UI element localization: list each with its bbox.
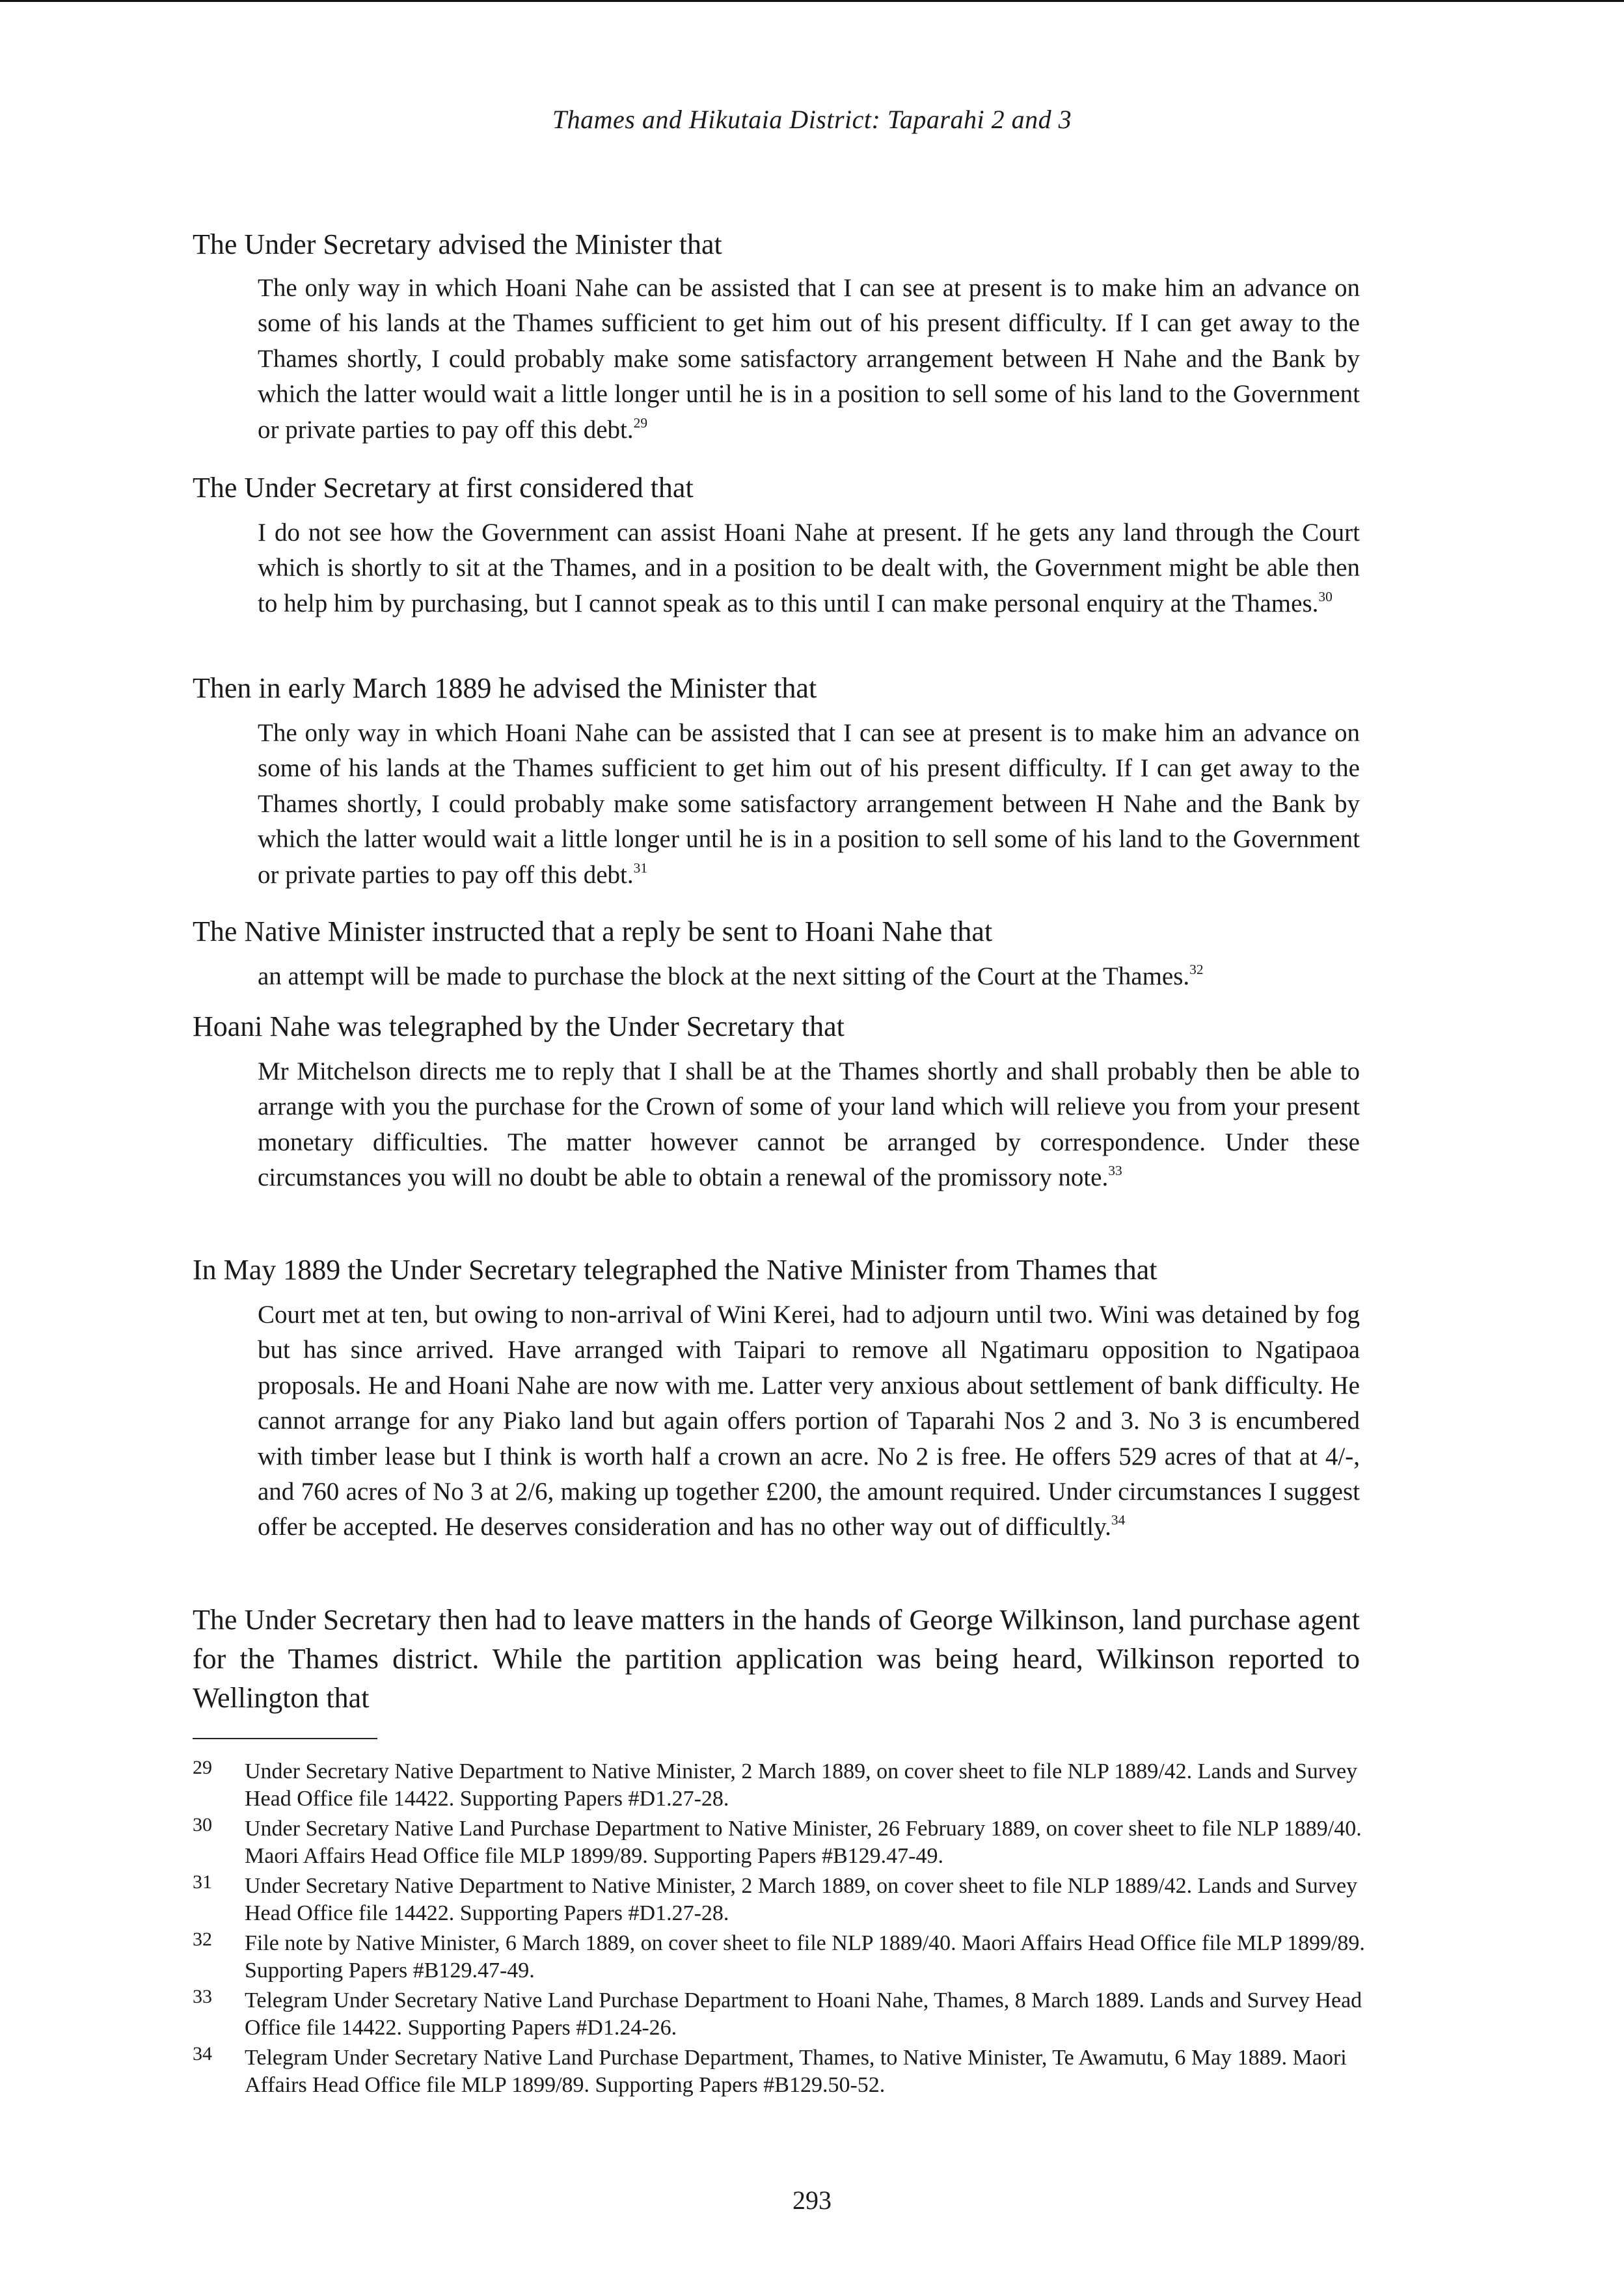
intro-line: Hoani Nahe was telegraphed by the Under Secretary that	[193, 1010, 845, 1042]
footnote-text: Telegram Under Secretary Native Land Purchase Department to Hoani Nahe, Thames, 8 March 1889. Lands and Survey Head Office file 14422. Supporting Papers #D1.24-26.	[245, 1988, 1362, 2040]
block-quote	[258, 1297, 1360, 1545]
quote-text: The only way in which Hoani Nahe can be assisted that I can see at present is to make him an advance on some of his lands at the Thames sufficient to get him out of his present difficulty. If I can get away to the Thames shortly, I could probably make some satisfactory arrangement between H Nahe and the Bank by which the latter would wait a little longer until he is in a position to sell some of his land to the Government or private parties to pay off this debt.	[258, 274, 1360, 444]
quote-text: an attempt will be made to purchase the block at the next sitting of the Court at the Thames.	[258, 962, 1190, 990]
body-paragraph: The Under Secretary then had to leave matters in the hands of George Wilkinson, land purchase agent for the Thames district. While the partition application was being heard, Wilkinson reported to Wellington that	[193, 1604, 1360, 1714]
footnote-number: 32	[193, 1929, 212, 1950]
footnote-text: Under Secretary Native Department to Native Minister, 2 March 1889, on cover sheet to file NLP 1889/42. Lands and Survey Head Office file 14422. Supporting Papers #D1.27-28.	[245, 1759, 1358, 1811]
quote-text: Mr Mitchelson directs me to reply that I shall be at the Thames shortly and shall probably then be able to arrange with you the purchase for the Crown of some of your land which will relieve you from your present monetary difficulties. The matter however cannot be arranged by correspondence. Under these circumstances you will no doubt be able to obtain a renewal of the promissory note.	[258, 1057, 1360, 1192]
quote-text: The only way in which Hoani Nahe can be assisted that I can see at present is to make him an advance on some of his lands at the Thames sufficient to get him out of his present difficulty. If I can get away to the Thames shortly, I could probably make some satisfactory arrangement between H Nahe and the Bank by which the latter would wait a little longer until he is in a position to sell some of his land to the Government or private parties to pay off this debt.	[258, 719, 1360, 889]
intro-line: In May 1889 the Under Secretary telegraphed the Native Minister from Thames that	[193, 1254, 1157, 1286]
top-border-line	[0, 0, 1624, 2]
intro-line: Then in early March 1889 he advised the Minister that	[193, 672, 817, 704]
footnote-number: 33	[193, 1986, 212, 2007]
block-quote	[258, 716, 1360, 893]
footnote-separator	[193, 1738, 377, 1739]
block-quote	[258, 515, 1360, 621]
running-head: Thames and Hikutaia District: Taparahi 2 and 3	[552, 105, 1072, 134]
page-number: 293	[792, 2186, 832, 2215]
intro-line: The Under Secretary advised the Minister that	[193, 228, 722, 260]
block-quote	[258, 1054, 1360, 1196]
footnote-text: Under Secretary Native Land Purchase Department to Native Minister, 26 February 1889, on cover sheet to file NLP 1889/40. Maori Affairs Head Office file MLP 1899/89. Supporting Papers #B129.47-49.	[245, 1817, 1362, 1868]
intro-line: The Native Minister instructed that a reply be sent to Hoani Nahe that	[193, 915, 993, 947]
quote-text: Court met at ten, but owing to non-arrival of Wini Kerei, had to adjourn until two. Wini was detained by fog but has since arrived. Have arranged with Taipari to remove all Ngatimaru opposition to Ngatipaoa proposals. He and Hoani Nahe are now with me. Latter very anxious about settlement of bank difficulty. He cannot arrange for any Piako land but again offers portion of Taparahi Nos 2 and 3. No 3 is encumbered with timber lease but I think is worth half a crown an acre. No 2 is free. He offers 529 acres of that at 4/-, and 760 acres of No 3 at 2/6, making up together £200, the amount required. Under circumstances I suggest offer be accepted. He deserves consideration and has no other way out of difficultly.	[258, 1301, 1360, 1541]
footnote-text: Under Secretary Native Department to Native Minister, 2 March 1889, on cover sheet to file NLP 1889/42. Lands and Survey Head Office file 14422. Supporting Papers #D1.27-28.	[245, 1874, 1358, 1925]
footnote-number: 30	[193, 1814, 212, 1836]
footnote-ref[interactable]: 32	[1189, 961, 1204, 977]
intro-line: The Under Secretary at first considered that	[193, 472, 694, 504]
block-quote	[258, 271, 1360, 448]
footnote-ref[interactable]: 30	[1318, 588, 1333, 604]
footnote-ref[interactable]: 33	[1108, 1163, 1122, 1179]
footnote-text: Telegram Under Secretary Native Land Purchase Department, Thames, to Native Minister, Te Awamutu, 6 May 1889. Maori Affairs Head Office file MLP 1899/89. Supporting Papers #B129.50-52.	[245, 2046, 1347, 2097]
footnote-text: File note by Native Minister, 6 March 1889, on cover sheet to file NLP 1889/40. Maori Affairs Head Office file MLP 1899/89. Supporting Papers #B129.47-49.	[245, 1931, 1365, 1983]
footnote-ref[interactable]: 34	[1111, 1512, 1126, 1528]
block-quote	[258, 959, 1360, 994]
footnote-number: 34	[193, 2043, 212, 2065]
footnote-ref[interactable]: 31	[633, 860, 648, 876]
footnote-ref[interactable]: 29	[633, 414, 648, 431]
footnote-number: 31	[193, 1871, 212, 1893]
quote-text: I do not see how the Government can assist Hoani Nahe at present. If he gets any land through the Court which is shortly to sit at the Thames, and in a position to be dealt with, the Government might be able then to help him by purchasing, but I cannot speak as to this until I can make personal enquiry at the Thames.	[258, 519, 1360, 617]
footnote-number: 29	[193, 1757, 212, 1778]
